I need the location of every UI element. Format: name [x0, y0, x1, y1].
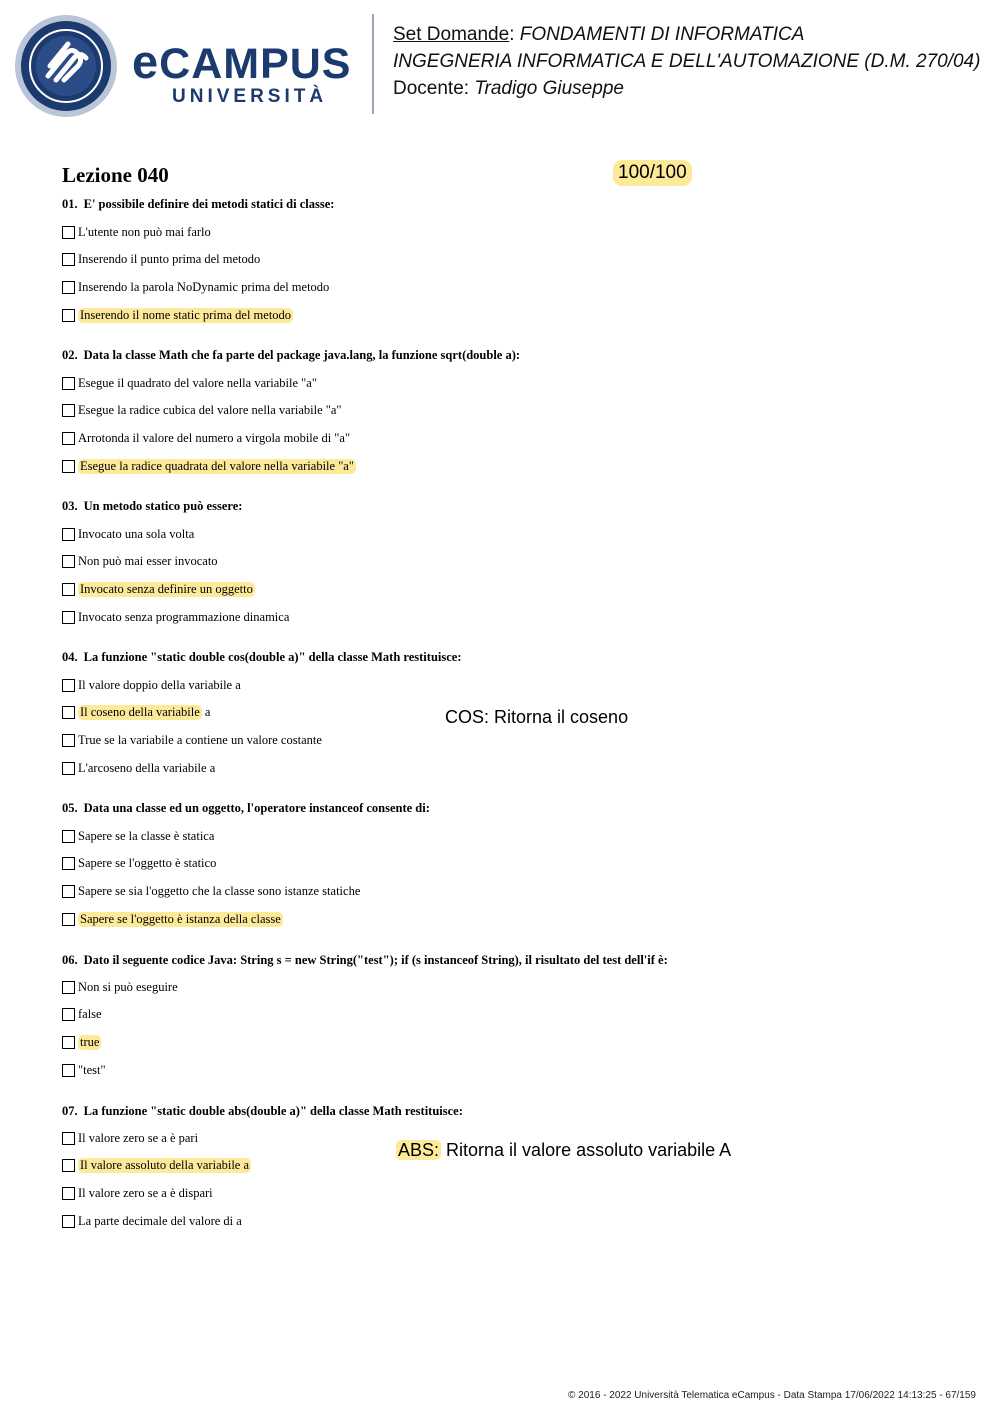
answer-option[interactable]: Arrotonda il valore del numero a virgola mobile di "a" [62, 430, 350, 446]
answer-checkbox[interactable] [62, 1187, 75, 1200]
answer-option-correct[interactable]: Esegue la radice quadrata del valore nella variabile "a" [62, 458, 356, 474]
answer-checkbox[interactable] [62, 460, 75, 473]
question-title: 02. Data la classe Math che fa parte del package java.lang, la funzione sqrt(double a): [62, 348, 521, 362]
teacher-label: Docente: [393, 78, 475, 99]
question-title: 07. La funzione "static double abs(double a)" della classe Math restituisce: [62, 1104, 463, 1118]
answer-checkbox[interactable] [62, 432, 75, 445]
brand-subtitle: UNIVERSITÀ [172, 86, 328, 107]
question-title: 06. Dato il seguente codice Java: String s = new String("test"); if (s instanceof String), il risultato del test dell'if è: [62, 953, 668, 967]
answer-checkbox[interactable] [62, 1132, 75, 1145]
answer-option[interactable]: Invocato una sola volta [62, 526, 194, 542]
answer-checkbox[interactable] [62, 981, 75, 994]
answer-option[interactable]: La parte decimale del valore di a [62, 1213, 242, 1229]
header-divider [372, 14, 374, 114]
annotation-abs: ABS: Ritorna il valore assoluto variabile A [398, 1140, 732, 1160]
answer-checkbox[interactable] [62, 611, 75, 624]
question-title: 01. E' possibile definire dei metodi statici di classe: [62, 197, 335, 211]
question-title: 03. Un metodo statico può essere: [62, 499, 243, 513]
header-degree-line [393, 51, 980, 73]
answer-checkbox[interactable] [62, 830, 75, 843]
answer-checkbox[interactable] [62, 679, 75, 692]
answer-option[interactable]: Invocato senza programmazione dinamica [62, 609, 289, 625]
answer-option[interactable]: Il valore zero se a è dispari [62, 1185, 213, 1201]
answer-option[interactable]: Inserendo il punto prima del metodo [62, 251, 260, 267]
ecampus-seal-logo [14, 14, 118, 118]
answer-option[interactable]: Esegue il quadrato del valore nella variabile "a" [62, 375, 317, 391]
answer-checkbox[interactable] [62, 555, 75, 568]
answer-checkbox[interactable] [62, 706, 75, 719]
degree-name: INGEGNERIA INFORMATICA E DELL'AUTOMAZIONE (D.M. 270/04) [393, 51, 981, 72]
question-title: 05. Data una classe ed un oggetto, l'operatore instanceof consente di: [62, 801, 430, 815]
answer-option-correct[interactable]: true [62, 1034, 101, 1050]
answer-option[interactable]: Esegue la radice cubica del valore nella variabile "a" [62, 402, 342, 418]
answer-checkbox[interactable] [62, 1008, 75, 1021]
answer-option[interactable]: "test" [62, 1062, 106, 1078]
answer-checkbox[interactable] [62, 583, 75, 596]
answer-checkbox[interactable] [62, 857, 75, 870]
header-teacher-line [393, 78, 624, 100]
score-badge: 100/100 [613, 160, 692, 186]
lesson-title: Lezione 040 [62, 163, 169, 187]
annotation-cos: COS: Ritorna il coseno [445, 707, 629, 727]
set-label: Set Domande [393, 24, 510, 45]
answer-option[interactable]: Non si può eseguire [62, 979, 178, 995]
answer-option[interactable]: false [62, 1006, 102, 1022]
answer-option-correct[interactable]: Inserendo il nome static prima del metodo [62, 307, 293, 323]
answer-option-correct[interactable]: Invocato senza definire un oggetto [62, 581, 255, 597]
answer-option[interactable]: Sapere se l'oggetto è statico [62, 855, 216, 871]
answer-checkbox[interactable] [62, 913, 75, 926]
answer-checkbox[interactable] [62, 885, 75, 898]
answer-option[interactable]: Il valore zero se a è pari [62, 1130, 198, 1146]
answer-option[interactable]: True se la variabile a contiene un valore costante [62, 732, 322, 748]
answer-option[interactable]: L'utente non può mai farlo [62, 224, 211, 240]
answer-checkbox[interactable] [62, 226, 75, 239]
answer-checkbox[interactable] [62, 253, 75, 266]
answer-checkbox[interactable] [62, 281, 75, 294]
brand-wordmark: eCAMPUS [132, 35, 352, 88]
answer-checkbox[interactable] [62, 377, 75, 390]
answer-option[interactable]: Inserendo la parola NoDynamic prima del metodo [62, 279, 329, 295]
answer-checkbox[interactable] [62, 309, 75, 322]
answer-checkbox[interactable] [62, 1159, 75, 1172]
answer-option-correct[interactable]: Il valore assoluto della variabile a [62, 1157, 251, 1173]
course-name: FONDAMENTI DI INFORMATICA [519, 24, 805, 45]
answer-option[interactable]: Il valore doppio della variabile a [62, 677, 241, 693]
answer-option[interactable]: Sapere se sia l'oggetto che la classe sono istanze statiche [62, 883, 360, 899]
header-set-line: Set Domande: FONDAMENTI DI INFORMATICA [393, 24, 805, 45]
question-title: 04. La funzione "static double cos(double a)" della classe Math restituisce: [62, 650, 462, 664]
answer-checkbox[interactable] [62, 528, 75, 541]
answer-checkbox[interactable] [62, 404, 75, 417]
answer-option[interactable]: Non può mai esser invocato [62, 553, 218, 569]
answer-checkbox[interactable] [62, 762, 75, 775]
answer-option[interactable]: Sapere se la classe è statica [62, 828, 214, 844]
answer-option-correct[interactable]: Sapere se l'oggetto è istanza della classe [62, 911, 283, 927]
answer-option[interactable]: L'arcoseno della variabile a [62, 760, 215, 776]
page-footer: © 2016 - 2022 Università Telematica eCampus - Data Stampa 17/06/2022 14:13:25 - 67/159 [568, 1390, 976, 1401]
answer-option-correct[interactable]: Il coseno della variabile a [62, 704, 210, 720]
answer-checkbox[interactable] [62, 1036, 75, 1049]
answer-checkbox[interactable] [62, 1064, 75, 1077]
answer-checkbox[interactable] [62, 734, 75, 747]
teacher-name: Tradigo Giuseppe [474, 78, 624, 99]
answer-checkbox[interactable] [62, 1215, 75, 1228]
